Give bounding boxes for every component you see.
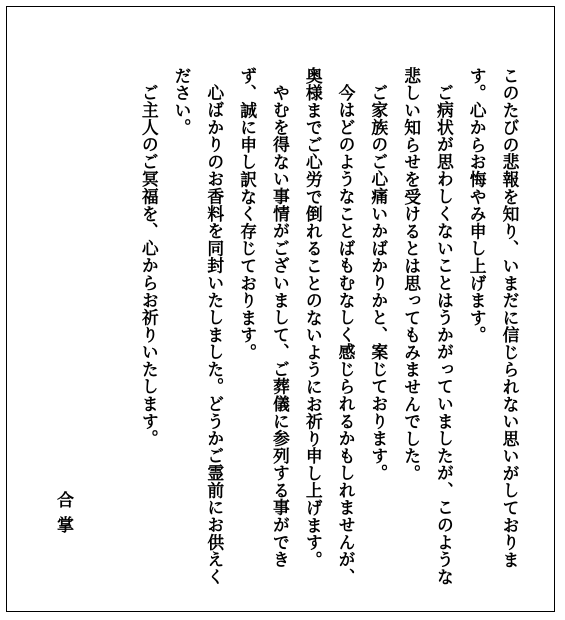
paragraph-4: 今はどのようなことばもむなしく感じられるかもしれませんが、奥様までご心労で倒れることのないようにお祈り申し上げます。 (303, 67, 357, 586)
paragraph-6: 心ばかりのお香料を同封いたしました。どうかご霊前にお供えください。 (172, 67, 225, 586)
paragraph-2: ご病状が思わしくないことはうかがっていましたが、このような悲しい知らせを受けるとは思ってもみませんでした。 (401, 67, 455, 586)
paragraph-3: ご家族のご心痛いかばかりかと、案じております。 (368, 83, 389, 482)
paragraph-1: このたびの悲報を知り、いまだに信じられない思いがしております。心からお悔やみ申し上げます。 (467, 67, 520, 569)
letter-page (6, 6, 555, 612)
letter-body (132, 67, 526, 602)
paragraph-5: やむを得ない事情がございまして、ご葬儀に参列する事ができず、誠に申し訳なく存じております。 (237, 67, 291, 568)
closing-gassho: 合掌 (53, 491, 73, 541)
paragraph-7: ご主人のご冥福を、心からお祈りいたします。 (139, 83, 160, 447)
